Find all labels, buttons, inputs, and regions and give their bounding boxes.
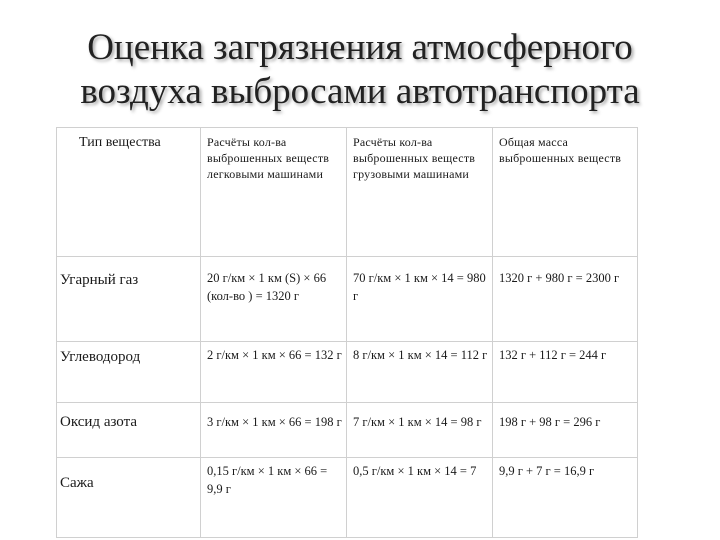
trucks-calc-cell: 8 г/км × 1 км × 14 = 112 г (347, 342, 493, 403)
trucks-calc-cell: 7 г/км × 1 км × 14 = 98 г (347, 403, 493, 458)
header-substance-type: Тип вещества (57, 128, 201, 257)
slide-title-line-1: Оценка загрязнения атмосферного (87, 27, 633, 68)
substance-name: Углеводород (57, 342, 201, 403)
cars-calc-cell: 2 г/км × 1 км × 66 = 132 г (201, 342, 347, 403)
table-row (57, 257, 638, 342)
substance-name: Сажа (57, 458, 201, 538)
table-row (57, 403, 638, 458)
emissions-table (56, 127, 638, 538)
total-mass-cell: 132 г + 112 г = 244 г (493, 342, 638, 403)
cars-calc-cell: 20 г/км × 1 км (S) × 66 (кол-во ) = 1320 г (201, 257, 347, 342)
table-row (57, 458, 638, 538)
cars-calc-cell: 0,15 г/км × 1 км × 66 = 9,9 г (201, 458, 347, 538)
total-mass-cell: 1320 г + 980 г = 2300 г (493, 257, 638, 342)
slide-title (0, 26, 720, 114)
header-total-mass: Общая масса выброшенных веществ (493, 128, 638, 257)
total-mass-cell: 198 г + 98 г = 296 г (493, 403, 638, 458)
trucks-calc-cell: 0,5 г/км × 1 км × 14 = 7 (347, 458, 493, 538)
header-cars-calc: Расчёты кол-ва выброшенных веществ легковыми машинами (201, 128, 347, 257)
table-header-row (57, 128, 638, 257)
total-mass-cell: 9,9 г + 7 г = 16,9 г (493, 458, 638, 538)
header-trucks-calc: Расчёты кол-ва выброшенных веществ грузовыми машинами (347, 128, 493, 257)
substance-name: Оксид азота (57, 403, 201, 458)
cars-calc-cell: 3 г/км × 1 км × 66 = 198 г (201, 403, 347, 458)
slide-title-line-2: воздуха выбросами автотранспорта (80, 71, 640, 112)
table-row (57, 342, 638, 403)
substance-name: Угарный газ (57, 257, 201, 342)
trucks-calc-cell: 70 г/км × 1 км × 14 = 980 г (347, 257, 493, 342)
